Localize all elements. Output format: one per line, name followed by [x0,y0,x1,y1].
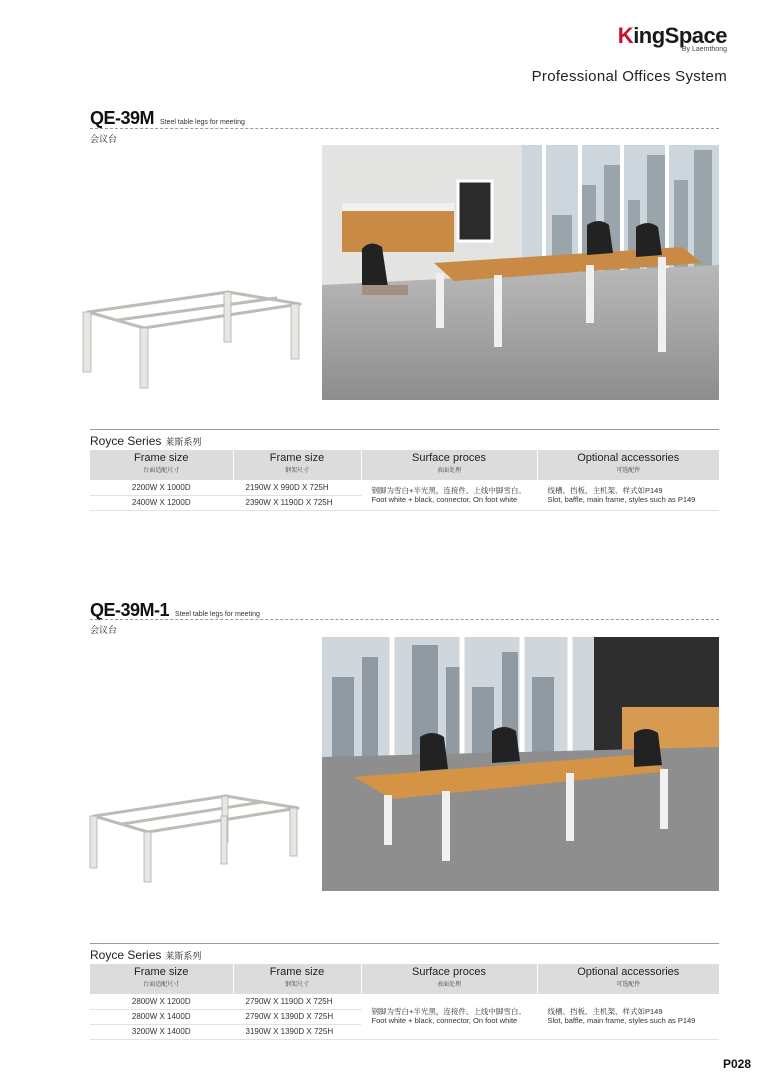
steel-frame-illustration [78,280,310,392]
model-chinese-label: 会议台 [90,134,118,144]
col-header-accessories: Optional accessories 可选配件 [537,450,719,480]
cell-frame-size: 3190W X 1390D X 725H [233,1024,361,1039]
cell-top-size: 2200W X 1000D [90,480,233,495]
model-title: QE-39M-1 [90,600,170,620]
col-header-top-size: Frame size 台面适配尺寸 [90,964,233,994]
brand-logo-k: K [617,23,634,48]
model-subtitle: Steel table legs for meeting [175,611,260,618]
cell-frame-size: 2390W X 1190D X 725H [233,495,361,510]
cell-accessories: 线槽、挡板、主机架、样式如P149 Slot, baffle, main frame, styles such as P149 [537,994,719,1039]
series-title-en: Royce Series [90,948,162,962]
col-header-surface: Surface proces 表面处理 [361,964,537,994]
cell-surface: 钢脚为雪白+半光黑，连接件、上线中脚雪白。 Foot white + black, connector, On foot white [361,480,537,510]
series-title-cn: 莱斯系列 [165,437,202,447]
cell-surface: 钢脚为雪白+半光黑，连接件、上线中脚雪白。 Foot white + black, connector, On foot white [361,994,537,1039]
brand-logo [618,24,727,53]
dashed-divider [90,128,719,129]
series-divider [90,429,719,430]
col-header-accessories: Optional accessories 可选配件 [537,964,719,994]
col-header-surface: Surface proces 表面处理 [361,450,537,480]
series-title [90,948,201,962]
cell-frame-size: 2190W X 990D X 725H [233,480,361,495]
series-title [90,434,201,448]
model-heading-1 [90,108,245,129]
col-header-frame-size: Frame size 钢架尺寸 [233,450,361,480]
model-title: QE-39M [90,108,155,128]
model-heading-2 [90,600,260,621]
brand-subtitle: By Laemthong [681,46,727,53]
spec-table-2 [90,964,719,1040]
series-title-cn: 莱斯系列 [165,951,202,961]
model-subtitle: Steel table legs for meeting [160,119,245,126]
cell-frame-size: 2790W X 1390D X 725H [233,1009,361,1024]
page-number: P028 [722,1057,751,1071]
series-title-en: Royce Series [90,434,162,448]
col-header-frame-size: Frame size 钢架尺寸 [233,964,361,994]
office-meeting-photo [322,637,719,891]
cell-top-size: 2800W X 1200D [90,994,233,1009]
office-meeting-photo [322,145,719,400]
cell-accessories: 线槽、挡板、主机架、样式如P149 Slot, baffle, main frame, styles such as P149 [537,480,719,510]
steel-frame-illustration [86,786,306,886]
cell-frame-size: 2790W X 1190D X 725H [233,994,361,1009]
brand-logo-text: ingSpace [633,23,727,48]
spec-table-1 [90,450,719,511]
series-divider [90,943,719,944]
col-header-top-size: Frame size 台面适配尺寸 [90,450,233,480]
table-row [90,480,719,495]
table-row [90,994,719,1009]
cell-top-size: 2800W X 1400D [90,1009,233,1024]
dashed-divider [90,619,719,620]
cell-top-size: 3200W X 1400D [90,1024,233,1039]
cell-top-size: 2400W X 1200D [90,495,233,510]
model-chinese-label: 会议台 [90,625,118,635]
tagline: Professional Offices System [531,68,727,85]
